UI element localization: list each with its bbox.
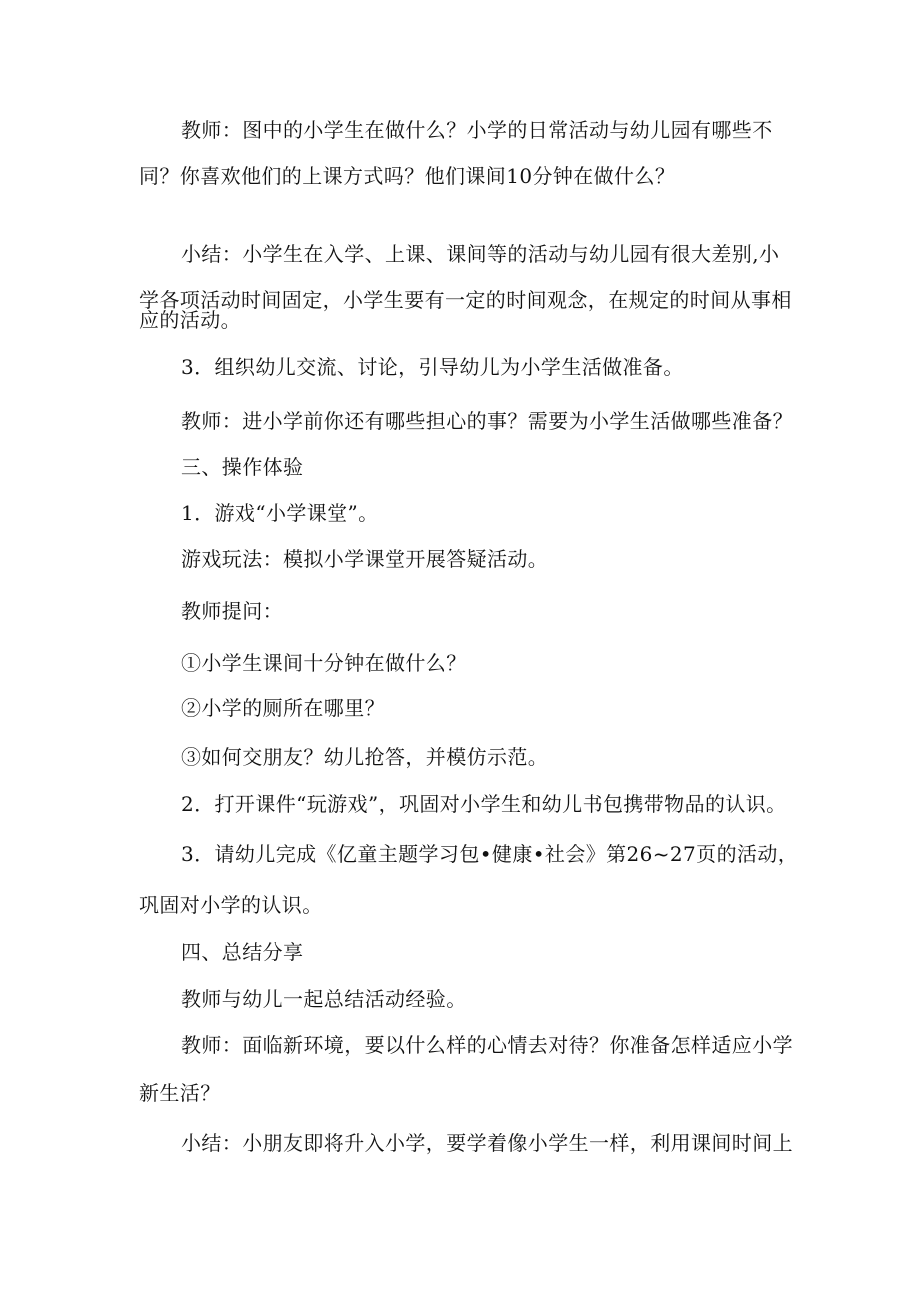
paragraph-line: 教师：图中的小学生在做什么？小学的日常活动与幼儿园有哪些不 xyxy=(181,118,773,142)
paragraph-line: 2．打开课件“玩游戏”，巩固对小学生和幼儿书包携带物品的认识。 xyxy=(181,792,787,816)
paragraph-line: 教师：进小学前你还有哪些担心的事？需要为小学生活做哪些准备？ xyxy=(181,409,793,433)
section-heading: 三、操作体验 xyxy=(181,455,304,479)
paragraph-line: 巩固对小学的认识。 xyxy=(139,893,323,917)
paragraph-line: 教师与幼儿一起总结活动经验。 xyxy=(181,987,467,1011)
paragraph-line: 游戏玩法：模拟小学课堂开展答疑活动。 xyxy=(181,547,549,571)
section-heading: 四、总结分享 xyxy=(181,940,304,964)
paragraph-line: 学各项活动时间固定，小学生要有一定的时间观念，在规定的时间从事相 xyxy=(139,288,792,312)
paragraph-line: 小结：小朋友即将升入小学，要学着像小学生一样，利用课间时间上 xyxy=(181,1131,793,1155)
paragraph-line: 应的活动。 xyxy=(139,308,241,332)
paragraph-line: 3．组织幼儿交流、讨论，引导幼儿为小学生活做准备。 xyxy=(181,355,684,379)
paragraph-line: 1．游戏“小学课堂”。 xyxy=(181,501,379,525)
list-item: ②小学的厕所在哪里？ xyxy=(181,696,385,720)
paragraph-line: 小结：小学生在入学、上课、课间等的活动与幼儿园有很大差别,小 xyxy=(181,242,780,266)
paragraph-line: 教师提问： xyxy=(181,599,283,623)
paragraph-line: 3．请幼儿完成《亿童主题学习包•健康•社会》第26~27页的活动， xyxy=(181,842,799,866)
list-item: ①小学生课间十分钟在做什么？ xyxy=(181,651,467,675)
paragraph-line: 新生活？ xyxy=(139,1081,221,1105)
list-item: ③如何交朋友？幼儿抢答，并模仿示范。 xyxy=(181,745,549,769)
paragraph-line: 教师：面临新环境，要以什么样的心情去对待？你准备怎样适应小学 xyxy=(181,1033,793,1057)
paragraph-line: 同？你喜欢他们的上课方式吗？他们课间10分钟在做什么？ xyxy=(139,164,676,188)
